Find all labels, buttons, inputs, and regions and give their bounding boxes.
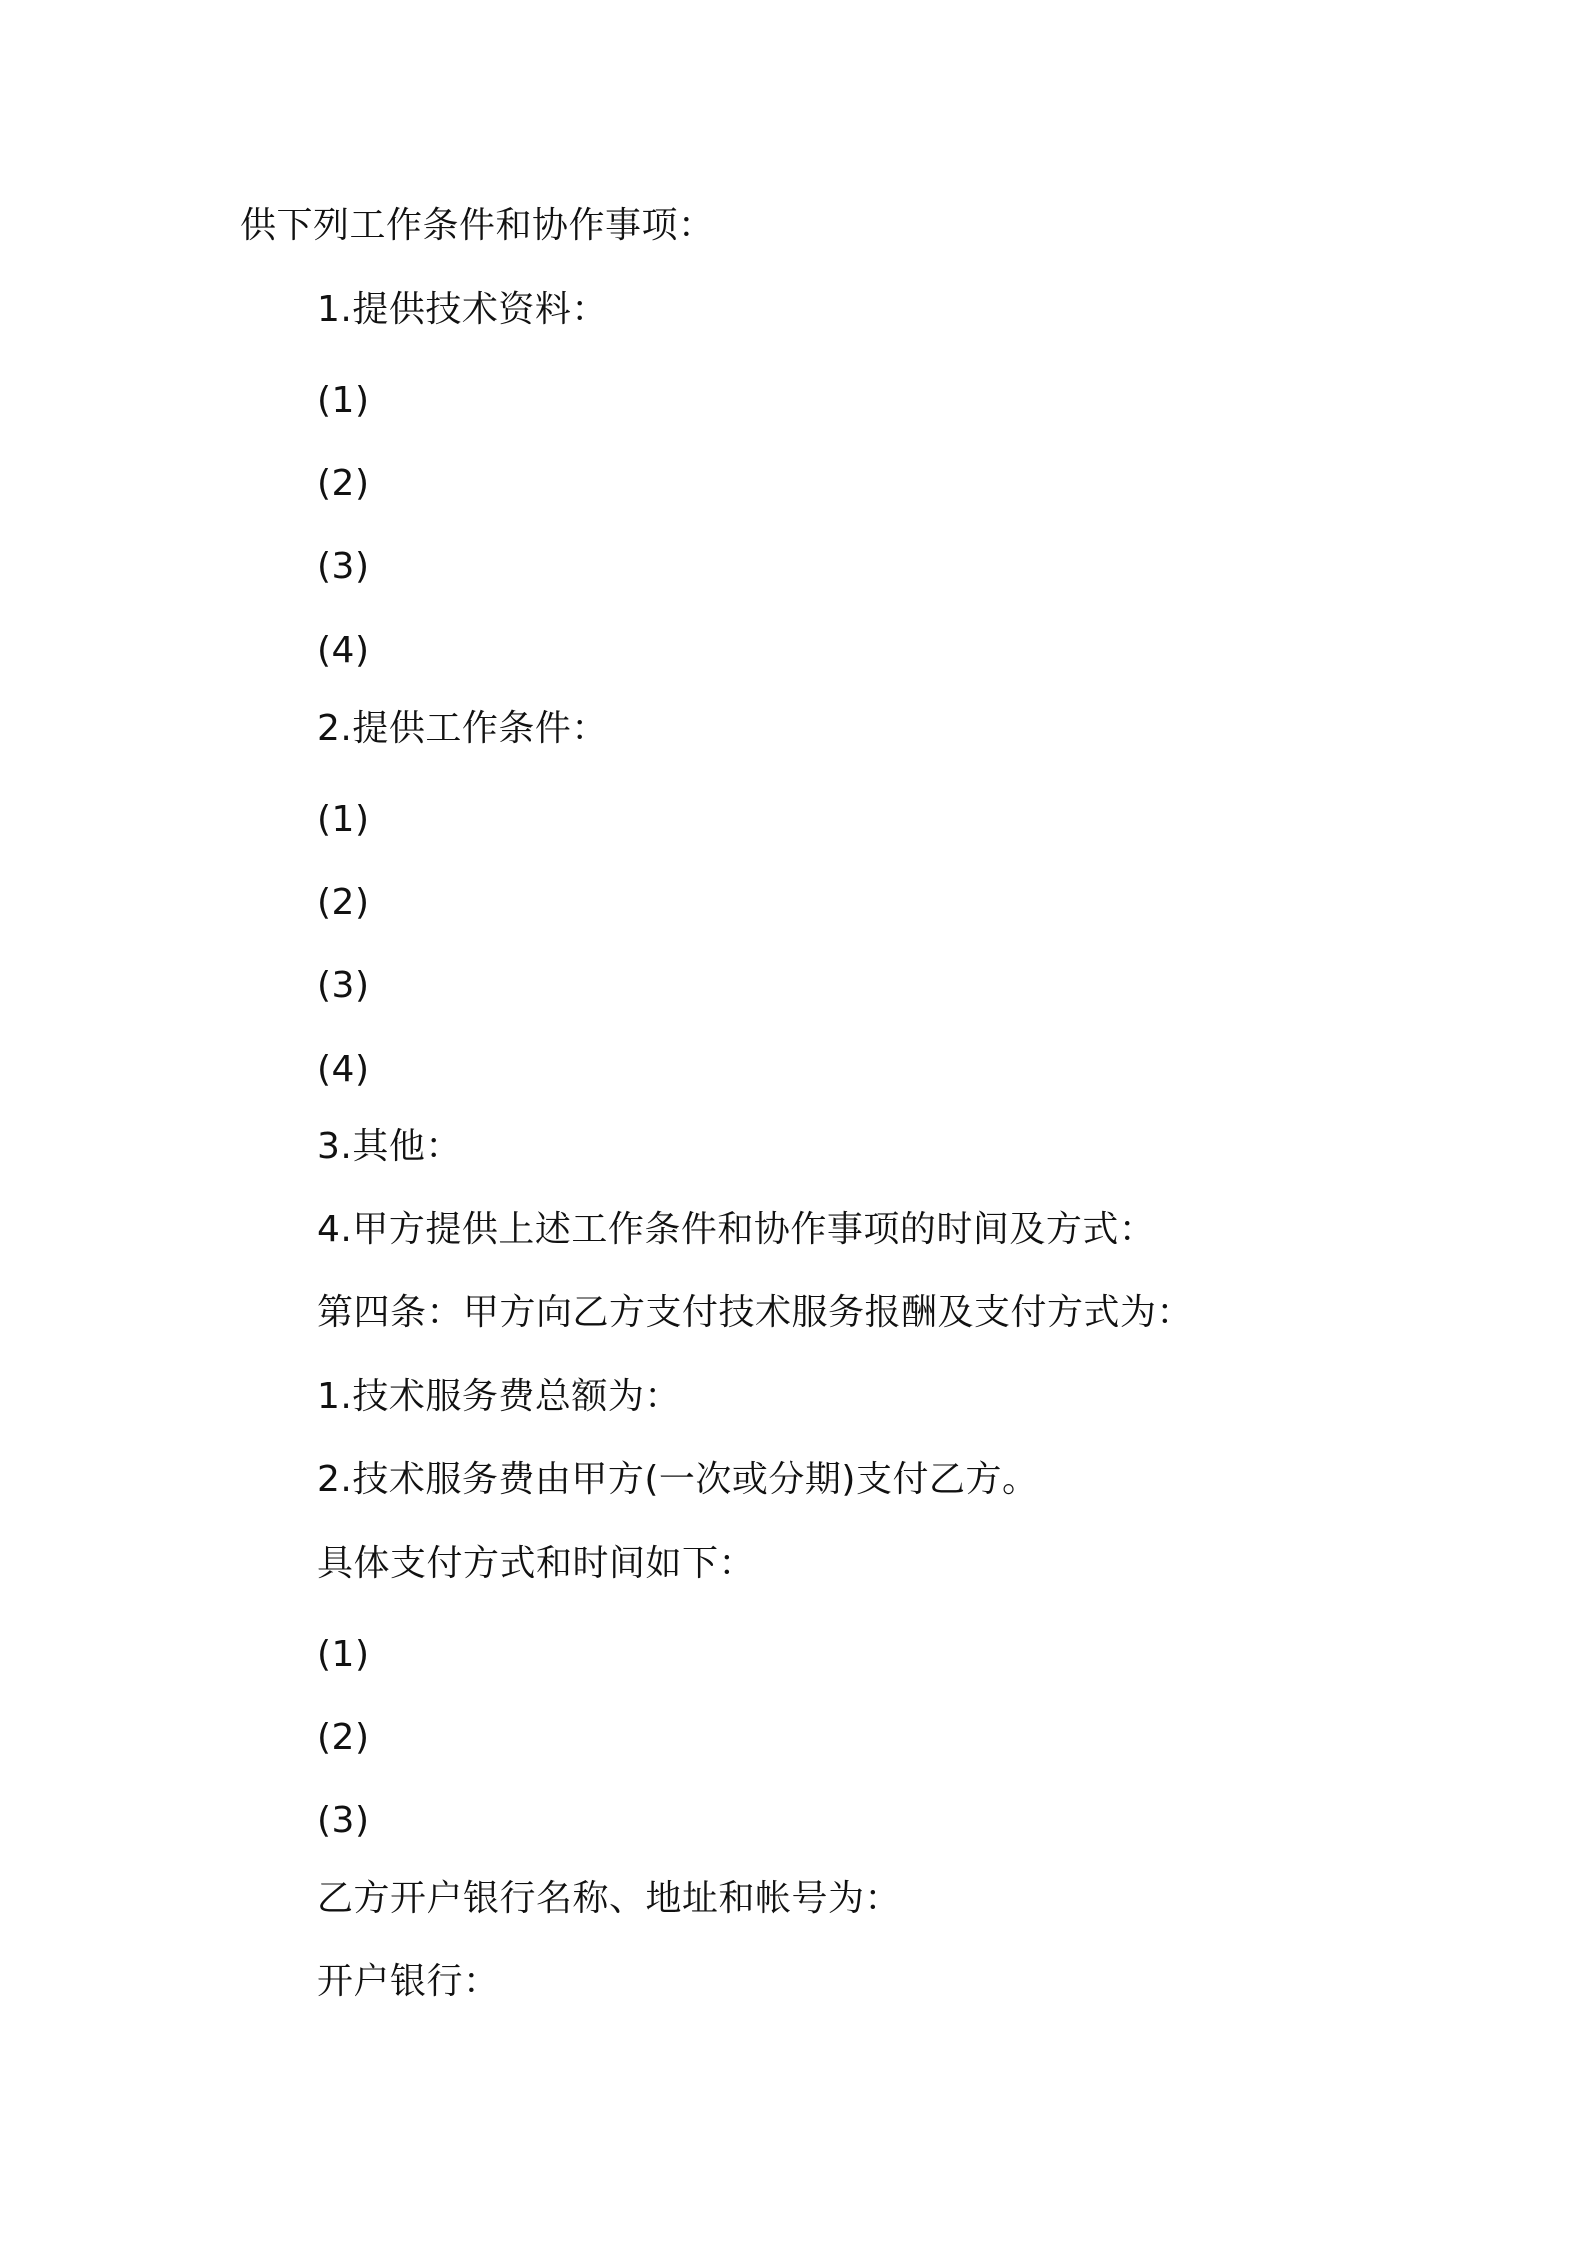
text-line: 1.提供技术资料： <box>317 289 608 330</box>
text-line: 供下列工作条件和协作事项： <box>240 205 715 246</box>
list-item: (3) <box>317 965 370 1006</box>
list-item: (1) <box>317 799 370 840</box>
text-line: 2.提供工作条件： <box>317 708 608 749</box>
list-item: (1) <box>317 380 370 421</box>
text-line: 1.技术服务费总额为： <box>317 1376 681 1417</box>
list-item: (2) <box>317 1717 370 1758</box>
text-line: 2.技术服务费由甲方(一次或分期)支付乙方。 <box>317 1459 1039 1500</box>
text-line: 开户银行： <box>317 1961 500 2002</box>
text-line: 第四条：甲方向乙方支付技术服务报酬及支付方式为： <box>317 1292 1194 1333</box>
list-item: (3) <box>317 1800 370 1841</box>
text-line: 乙方开户银行名称、地址和帐号为： <box>317 1878 902 1919</box>
list-item: (1) <box>317 1634 370 1675</box>
list-item: (4) <box>317 1049 370 1090</box>
text-line: 3.其他： <box>317 1126 462 1167</box>
text-line: 4.甲方提供上述工作条件和协作事项的时间及方式： <box>317 1209 1156 1250</box>
list-item: (3) <box>317 546 370 587</box>
list-item: (2) <box>317 882 370 923</box>
text-line: 具体支付方式和时间如下： <box>317 1543 756 1584</box>
list-item: (4) <box>317 630 370 671</box>
list-item: (2) <box>317 463 370 504</box>
